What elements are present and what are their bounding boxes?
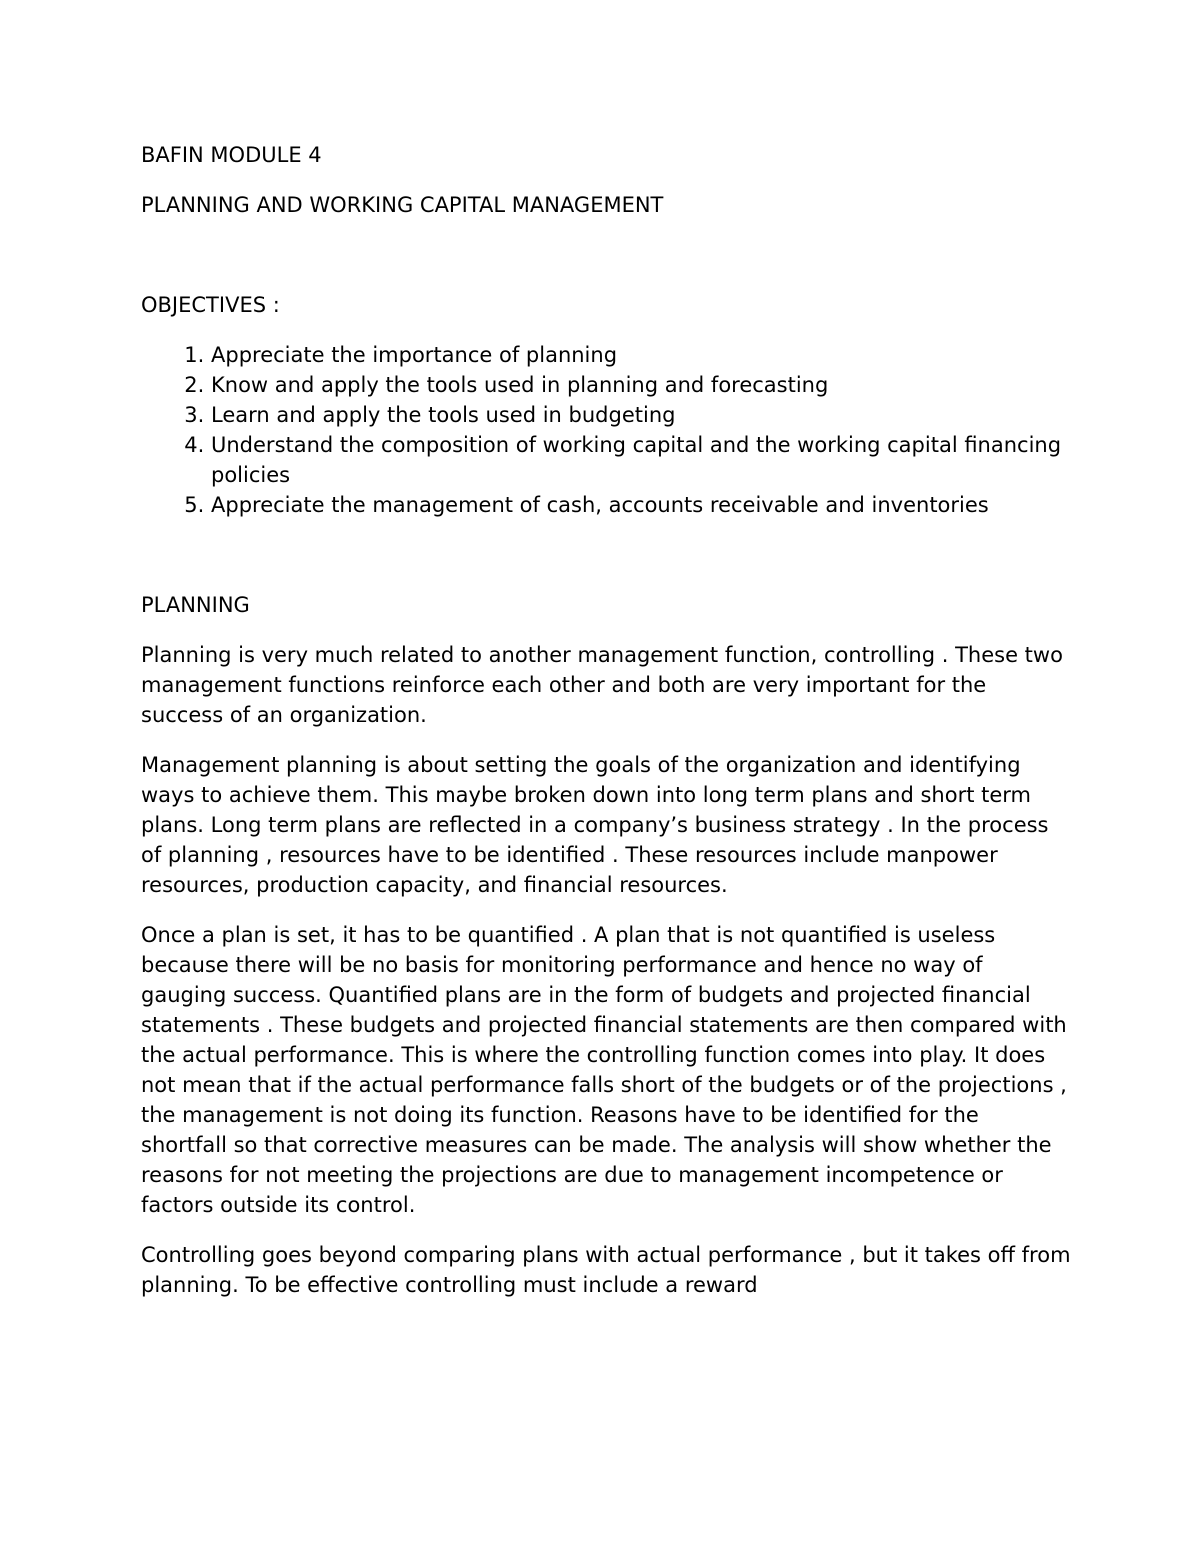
document-page [141,140,1071,1320]
objective-item: 4. Understand the composition of working capital and the working capital financing policies [211,430,1071,490]
body-paragraph: Controlling goes beyond comparing plans with actual performance , but it takes off from planning. To be effective controlling must include a reward [141,1243,1071,1297]
objective-item: 1. Appreciate the importance of planning [211,340,1071,370]
objective-item: 2. Know and apply the tools used in planning and forecasting [211,370,1071,400]
objective-item: 5. Appreciate the management of cash, accounts receivable and inventories [211,490,1071,520]
body-paragraph: Management planning is about setting the goals of the organization and identifying ways to achieve them. This maybe broken down into long term plans and short term plans. Long term plans are reflected in a company’s business strategy . In the process of planning , resources have to be identified . These resources include manpower resources, production capacity, and financial resources. [141,753,1049,897]
objective-item: 3. Learn and apply the tools used in budgeting [211,400,1071,430]
document-title: BAFIN MODULE 4 [141,143,322,167]
document-subtitle: PLANNING AND WORKING CAPITAL MANAGEMENT [141,193,664,217]
body-paragraph: Planning is very much related to another management function, controlling . These two management functions reinforce each other and both are very important for the success of an organization. [141,643,1063,727]
section-heading-planning: PLANNING [141,593,250,617]
objectives-label: OBJECTIVES : [141,293,280,317]
body-paragraph: Once a plan is set, it has to be quantified . A plan that is not quantified is useless because there will be no basis for monitoring performance and hence no way of gauging success. Quantified plans are in the form of budgets and projected financial statements . These budgets and projected financial statements are then compared with the actual performance. This is where the controlling function comes into play. It does not mean that if the actual performance falls short of the budgets or of the projections , the management is not doing its function. Reasons have to be identified for the shortfall so that corrective measures can be made. The analysis will show whether the reasons for not meeting the projections are due to management incompetence or factors outside its control. [141,923,1067,1217]
objectives-list [141,340,1071,520]
